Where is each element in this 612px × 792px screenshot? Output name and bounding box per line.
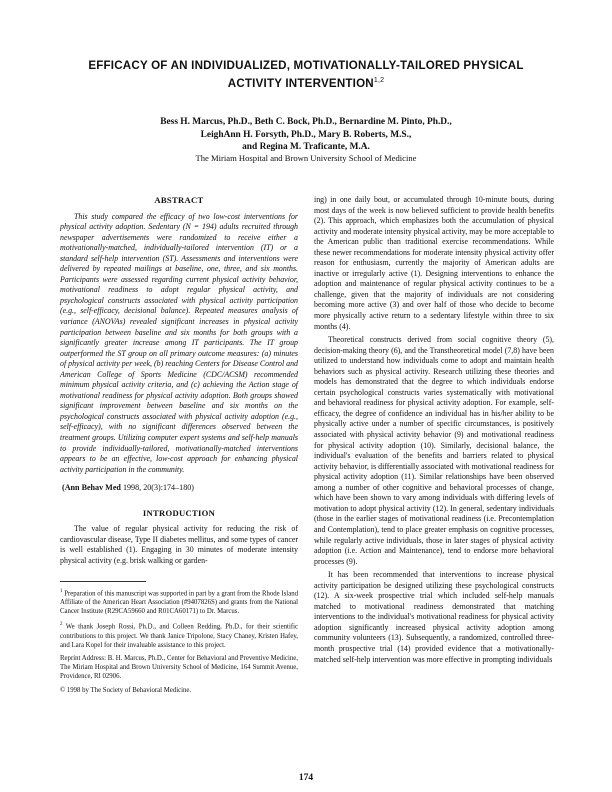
abstract-heading: ABSTRACT <box>154 195 204 205</box>
footnote-rule <box>60 581 146 582</box>
citation-details: 1998, 20(3):174–180) <box>122 483 194 493</box>
citation-journal: (Ann Behav Med <box>62 483 121 493</box>
footnote-acknowledgments <box>60 621 298 650</box>
author-line: LeighAnn H. Forsyth, Ph.D., Mary B. Roberts, M.S., <box>200 129 412 140</box>
author-line: Bess H. Marcus, Ph.D., Beth C. Bock, Ph.D., Bernardine M. Pinto, Ph.D., <box>160 117 452 127</box>
body-paragraph: It has been recommended that interventions to increase physical activity participation be designed utilizing these psychological constructs (12). A six-week prospective trial which included self-help manuals matched to motivational readiness demonstrated that matching interventions to the individual's motivational readiness for physical activity adoption significantly increased physical activity adoption among community volunteers (13). Subsequently, a randomized, controlled three-month prospective trial (14) provided evidence that a motivationally-matched self-help intervention was more effective in prompting individuals <box>314 570 554 664</box>
footnote-funding <box>60 588 298 617</box>
title-footnote-marks: 1,2 <box>373 77 385 84</box>
affiliation: The Miriam Hospital and Brown University School of Medicine <box>195 153 417 163</box>
introduction-paragraph: The value of regular physical activity for reducing the risk of cardiovascular disease, Type II diabetes mellitus, and some types of cancer is well established (1). Engaging in 30 minutes of moderate intensity physical activity (e.g. brisk walking or garden- <box>60 524 298 565</box>
right-column <box>314 195 554 665</box>
body-paragraph: ing) in one daily bout, or accumulated through 10-minute bouts, during most days of the week is now believed sufficient to provide health benefits (2). This approach, which emphasizes both the accumulation of physical activity and moderate intensity physical activity, may be more acceptable to the American public than traditional exercise recommendations. While these newer recommendations for moderate intensity physical activity offer reason for enthusiasm, currently the majority of American adults are inactive or irregularly active (1). Designing interventions to enhance the adoption and maintenance of regular physical activity continues to be a challenge, given that the majority of individuals are not considering becoming more active (3) and over half of those who decide to become more physically active return to a sedentary lifestyle within three to six months (4). <box>314 195 554 331</box>
page-number: 174 <box>298 773 314 783</box>
body-paragraph: Theoretical constructs derived from social cognitive theory (5), decision-making theory (6), and the Transtheoretical model (7,8) have been utilized to understand how individuals come to adopt and maintain health behaviors such as physical activity. Research utilizing these theories and models has demonstrated that the degree to which individuals endorse certain psychological constructs varies systematically with motivational and behavioral readiness for physical activity adoption. For example, self-efficacy, the degree of confidence an individual has in his/her ability to be physically active under a number of specific circumstances, is positively associated with physical activity behavior (9) and motivational readiness for physical activity adoption (10). Similarly, decisional balance, the individual's evaluation of the benefits and barriers related to physical activity behavior, is differentially associated with motivational readiness for physical activity adoption (11). Similar relationships have been observed among a number of other cognitive and behavioral processes of change, which have been shown to vary among individuals with differing levels of motivation to adopt physical activity (12). In general, sedentary individuals (those in the earlier stages of motivational readiness (i.e. Precontemplation and Contemplation), tend to place greater emphasis on cognitive processes, while regularly active individuals, those in later stages of physical activity adoption (i.e. Action and Maintenance), tend to endorse more behavioral processes (9). <box>314 335 554 566</box>
author-line: and Regina M. Traficante, M.A. <box>242 142 370 152</box>
paper-title <box>60 58 552 91</box>
left-column <box>60 195 298 701</box>
footnote-text: We thank Joseph Rossi, Ph.D., and Colleen Redding, Ph.D., for their scientific contributions to this project. We thank Janice Tripolone, Stacy Chaney, Kristen Hafey, and Lara Kopel for their invaluable assistance to this project. <box>60 623 298 649</box>
journal-citation <box>62 483 298 494</box>
introduction-heading: INTRODUCTION <box>142 507 216 518</box>
copyright-notice: © 1998 by The Society of Behavioral Medicine. <box>60 687 192 695</box>
footnote-mark: 1 <box>60 588 63 594</box>
paper-title-text: EFFICACY OF AN INDIVIDUALIZED, MOTIVATIONALLY-TAILORED PHYSICAL ACTIVITY INTERVENTION <box>88 59 524 90</box>
footnote-text: Preparation of this manuscript was supported in part by a grant from the Rhode Island Affiliate of the American Heart Association (#9407826S) and grants from the National Cancer Institute (R29CA59660 and R01CA60171) to Dr. Marcus. <box>60 589 299 615</box>
abstract-body: This study compared the efficacy of two low-cost interventions for physical activity adoption. Sedentary (N = 194) adults recruited through newspaper advertisements were randomized to receive either a motivationally-matched, individually-tailored intervention (IT) or a standard self-help intervention (ST). Assessments and interventions were delivered by repeated mailings at baseline, one, three, and six months. Participants were assessed regarding current physical activity behavior, motivational readiness to adopt regular physical activity, and psychological constructs associated with physical activity participation (e.g., self-efficacy, decisional balance). Repeated measures analysis of variance (ANOVAs) revealed significant increases in physical activity participation between baseline and six months for both groups with a significantly greater increase among IT participants. The IT group outperformed the ST group on all primary outcome measures: (a) minutes of physical activity per week, (b) reaching Centers for Disease Control and American College of Sports Medicine (CDC/ACSM) recommended minimum physical activity criteria, and (c) achieving the Action stage of motivational readiness for physical activity adoption. Both groups showed significant improvement between baseline and six months on the psychological constructs associated with physical activity adoption (e.g., self-efficacy), with no significant differences observed between the treatment groups. Utilizing computer expert systems and self-help manuals to provide individually-tailored, motivationally-matched interventions appears to be an effective, low-cost approach for enhancing physical activity participation in the community. <box>60 211 298 474</box>
footnote-mark: 2 <box>60 622 63 628</box>
author-list <box>100 116 512 154</box>
footnote-reprint-address: Reprint Address: B. H. Marcus, Ph.D., Center for Behavioral and Preventive Medicine, The Miriam Hospital and Brown University School of Medicine, 164 Summit Avenue, Providence, RI 02906. <box>60 655 298 681</box>
